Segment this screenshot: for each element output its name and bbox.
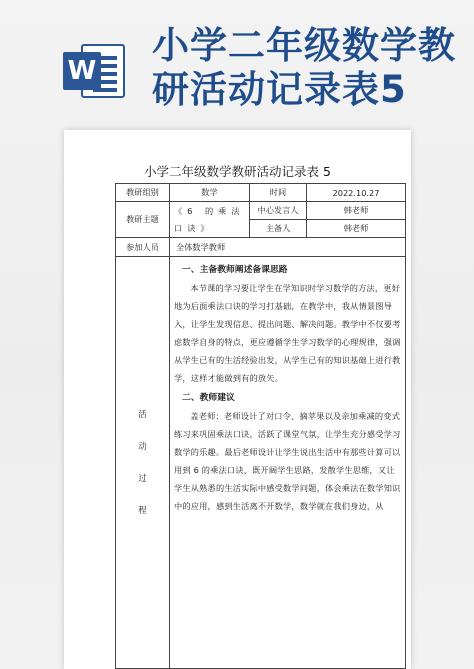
banner <box>0 0 474 125</box>
table-row <box>116 184 406 202</box>
document-page <box>64 130 411 669</box>
host-value: 韩老师 <box>307 220 406 238</box>
speaker-label: 中心发言人 <box>250 202 307 220</box>
process-label <box>116 257 170 669</box>
process-label-char: 过 <box>138 473 147 484</box>
section1-text: 本节课的学习要让学生在学知识时学习数学的方法，更好地为后面乘法口诀的学习打基础，在教学中，我从情景图导入，让学生发现信息、提出问题、解决问题。教学中不仅要考虑数学自身的特点，更应遵循学生学习数学的心理规律，强调从学生已有的生活经验出发，从学生已有的知识基础上进行教学，这样才能做到有的放矢。 <box>174 283 401 383</box>
host-label: 主备人 <box>250 220 307 238</box>
table-row <box>116 238 406 257</box>
process-content <box>170 257 406 669</box>
record-table <box>115 183 406 669</box>
table-row <box>116 202 406 220</box>
process-label-char: 动 <box>138 441 147 452</box>
participants-label: 参加人员 <box>116 238 170 257</box>
section2-heading: 二、教师建议 <box>182 393 235 403</box>
group-label: 教研组别 <box>116 184 170 202</box>
word-letter-tile: W <box>63 52 101 90</box>
banner-title: 小学二年级数学教研活动记录表5 <box>152 24 456 111</box>
time-value: 2022.10.27 <box>307 184 406 202</box>
group-value: 数学 <box>170 184 250 202</box>
document-title: 小学二年级数学教研活动记录表 5 <box>144 164 331 179</box>
process-label-char: 活 <box>138 409 147 420</box>
theme-value: 《6 的乘法口诀》 <box>170 202 250 238</box>
section1-heading: 一、主备教师阐述备课思路 <box>182 265 288 275</box>
participants-value: 全体数学教师 <box>170 238 406 257</box>
process-label-char: 程 <box>138 505 147 516</box>
theme-label: 教研主题 <box>116 202 170 238</box>
section2-text: 盖老师：老师设计了对口令、摘苹果以及亲加乘减的变式练习来巩固乘法口诀，活跃了课堂气氛，让学生充分感受学习数学的乐趣。最后老师设计让学生说出生活中有那些计算可以用到 6 的乘法口诀，既开阔学生思路，发散学生思维，又让学生从熟悉的生活实际中感受数学问题，体会乘法在数学知识中的应用，感到生活离不开数学，数学就在我们身边，从 <box>174 411 401 511</box>
time-label: 时间 <box>250 184 307 202</box>
table-row <box>116 257 406 669</box>
speaker-value: 韩老师 <box>307 202 406 220</box>
word-document-icon <box>63 42 129 100</box>
